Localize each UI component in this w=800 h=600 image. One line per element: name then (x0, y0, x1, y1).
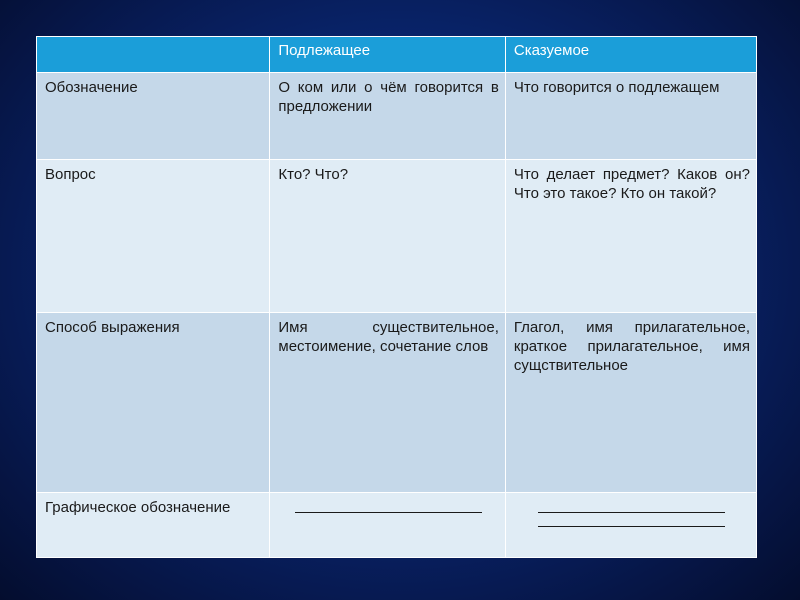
subject-cell (270, 493, 505, 558)
table-row (37, 312, 757, 493)
predicate-cell: Что говорится о подлежащем (505, 73, 756, 160)
double-underline-mark-top (538, 512, 725, 513)
subject-cell: Кто? Что? (270, 159, 505, 312)
subject-cell: О ком или о чём говорится в предложении (270, 73, 505, 160)
subject-cell: Имя существительное, местоимение, сочетание слов (270, 312, 505, 493)
double-underline-mark-bottom (538, 526, 725, 527)
predicate-cell: Глагол, имя прилагательное, краткое прилагательное, имя сущствительное (505, 312, 756, 493)
table-row (37, 73, 757, 160)
table-row (37, 493, 757, 558)
header-empty-cell (37, 37, 270, 73)
row-label: Вопрос (37, 159, 270, 312)
predicate-cell: Что делает предмет? Каков он? Что это такое? Кто он такой? (505, 159, 756, 312)
header-predicate: Сказуемое (505, 37, 756, 73)
comparison-table (36, 36, 757, 558)
table-row (37, 159, 757, 312)
single-underline-mark (295, 512, 482, 513)
header-row (37, 37, 757, 73)
predicate-cell (505, 493, 756, 558)
row-label: Обозначение (37, 73, 270, 160)
header-subject: Подлежащее (270, 37, 505, 73)
row-label: Графическое обозначение (37, 493, 270, 558)
row-label: Способ выражения (37, 312, 270, 493)
